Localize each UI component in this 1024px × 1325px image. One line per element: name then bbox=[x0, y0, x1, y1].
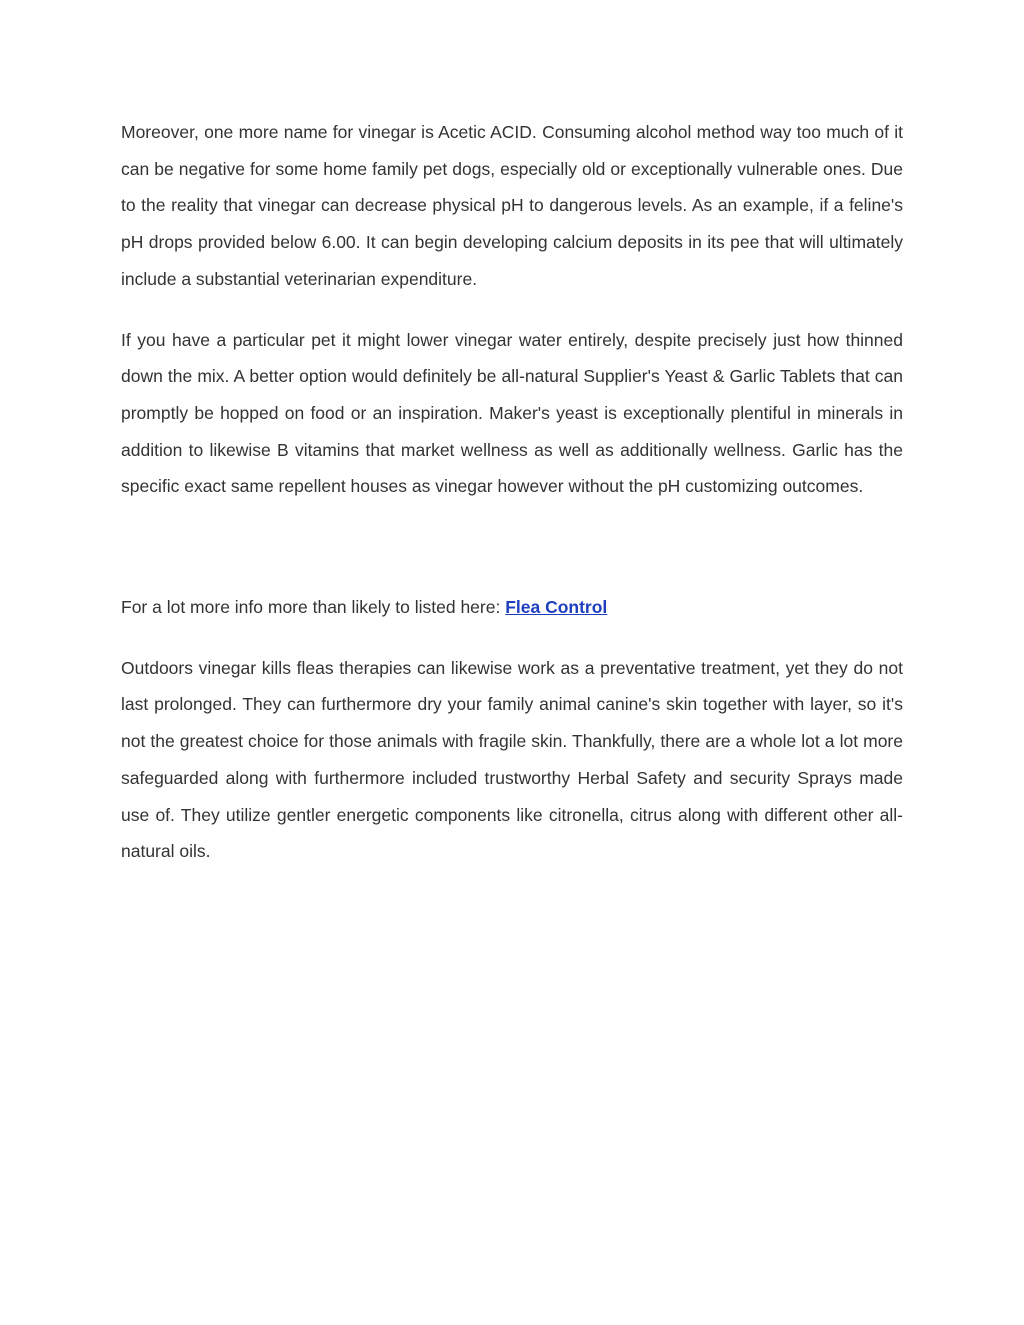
document-page bbox=[121, 114, 903, 894]
paragraph-outdoor-treatment: Outdoors vinegar kills fleas therapies can likewise work as a preventative treatment, yet they do not last prolonged. They can furthermore dry your family animal canine's skin together with layer, so it's not the greatest choice for those animals with fragile skin. Thankfully, there are a whole lot a lot more safeguarded along with furthermore included trustworthy Herbal Safety and security Sprays made use of. They utilize gentler energetic components like citronella, citrus along with different other all-natural oils. bbox=[121, 657, 903, 862]
more-info-prefix: For a lot more info more than likely to listed here: bbox=[121, 597, 506, 618]
paragraph-vinegar-acid: Moreover, one more name for vinegar is Acetic ACID. Consuming alcohol method way too much of it can be negative for some home family pet dogs, especially old or exceptionally vulnerable ones. Due to the reality that vinegar can decrease physical pH to dangerous levels. As an example, if a feline's pH drops provided below 6.00. It can begin developing calcium deposits in its pee that will ultimately include a substantial veterinarian expenditure. bbox=[121, 122, 903, 289]
more-info-line bbox=[121, 589, 903, 626]
spacer bbox=[121, 529, 903, 589]
paragraph-pet-alternative: If you have a particular pet it might lower vinegar water entirely, despite precisely just how thinned down the mix. A better option would definitely be all-natural Supplier's Yeast & Garlic Tablets that can promptly be hopped on food or an inspiration. Maker's yeast is exceptionally plentiful in minerals in addition to likewise B vitamins that market wellness as well as additionally wellness. Garlic has the specific exact same repellent houses as vinegar however without the pH customizing outcomes. bbox=[121, 329, 903, 497]
flea-control-link[interactable]: Flea Control bbox=[505, 597, 608, 618]
